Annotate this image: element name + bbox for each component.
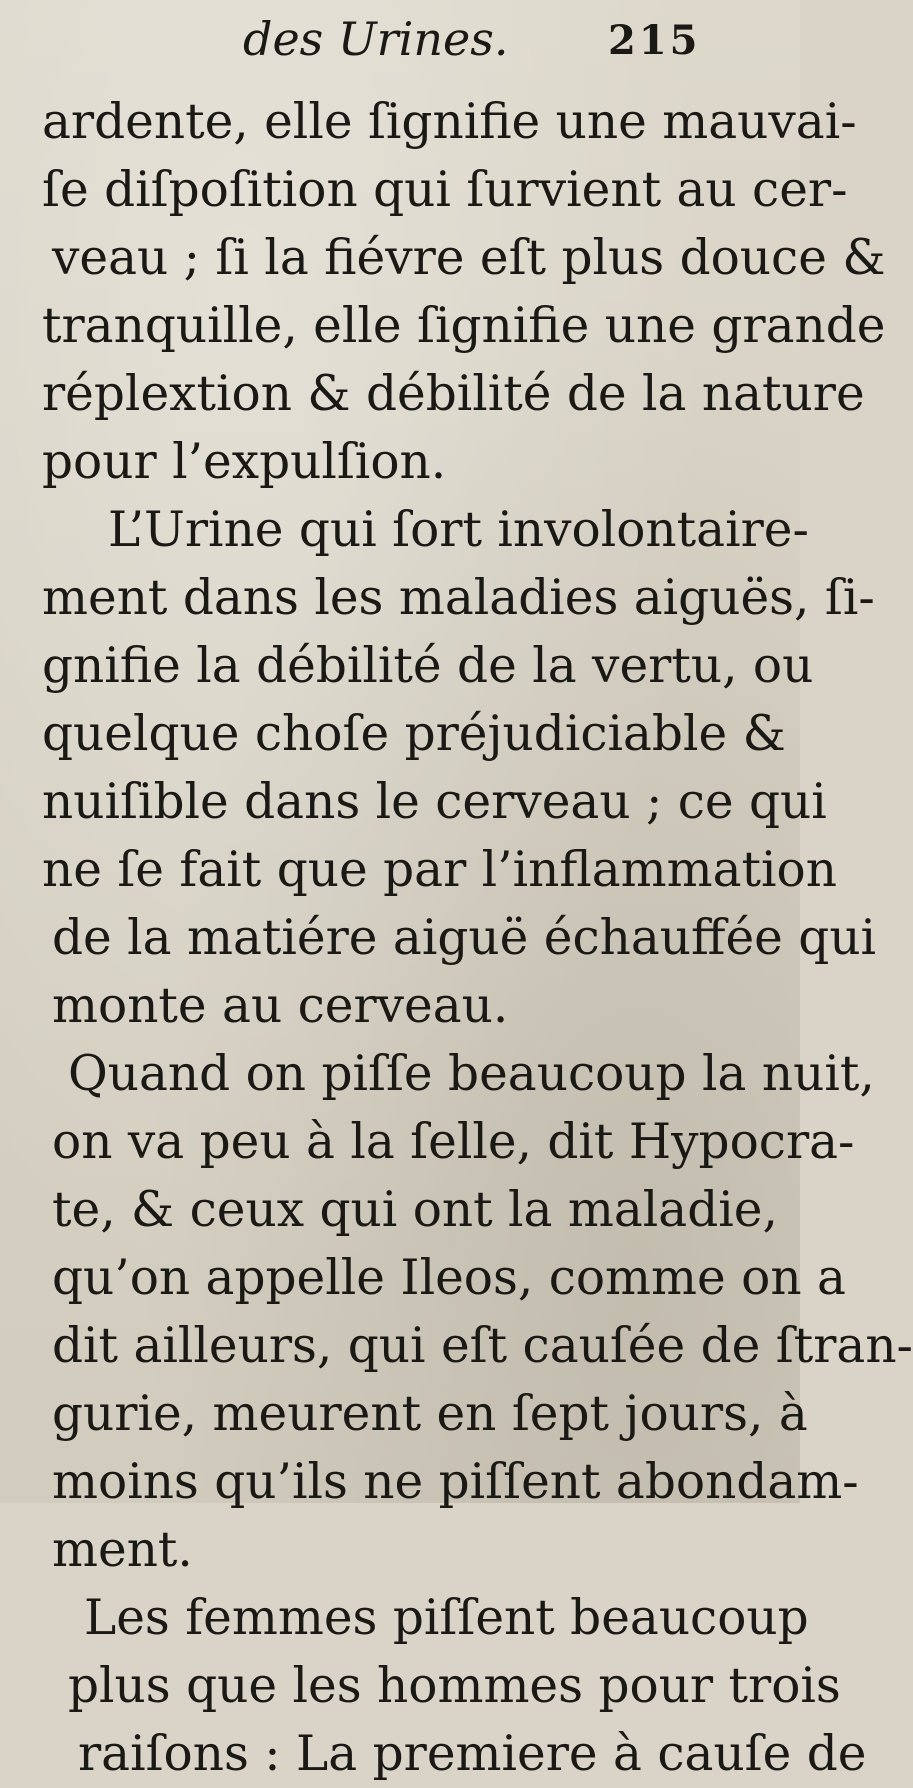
text-line: gnifie la débilité de la vertu, ou <box>42 638 814 694</box>
page-number: 215 <box>608 17 701 64</box>
paragraph-start-line: Les femmes piſſent beaucoup <box>84 1590 809 1646</box>
text-line: qu’on appelle Ileos, comme on a <box>52 1250 846 1306</box>
text-line: quelque choſe préjudiciable & <box>42 706 786 762</box>
text-line: ſe diſpoſition qui ſurvient au cer- <box>42 162 848 218</box>
text-line: nuiſible dans le cerveau ; ce qui <box>42 774 827 830</box>
text-line: moins qu’ils ne piſſent abondam- <box>52 1454 859 1510</box>
text-line: de la matiére aiguë échauffée qui <box>52 910 877 966</box>
text-line: plus que les hommes pour trois <box>68 1658 841 1714</box>
running-title: des Urines. <box>243 12 509 66</box>
paragraph-start-line: L’Urine qui ſort involontaire- <box>108 502 809 558</box>
text-line: réplextion & débilité de la nature <box>42 366 865 422</box>
text-line: te, & ceux qui ont la maladie, <box>52 1182 778 1238</box>
body-text <box>0 88 913 1788</box>
text-line: on va peu à la ſelle, dit Hypocra- <box>52 1114 855 1170</box>
paragraph-start-line: Quand on piſſe beaucoup la nuit, <box>68 1046 875 1102</box>
text-line: pour l’expulſion. <box>42 434 447 490</box>
text-line: tranquille, elle ſignifie une grande <box>42 298 886 354</box>
page-header <box>0 8 800 70</box>
text-line: ardente, elle ſignifie une mauvai- <box>42 94 857 150</box>
text-line: ment dans les maladies aiguës, ſi- <box>42 570 875 626</box>
text-line: raiſons : La premiere à cauſe de <box>78 1726 867 1782</box>
text-line: veau ; ſi la fiévre eſt plus douce & <box>52 230 886 286</box>
text-line: dit ailleurs, qui eſt cauſée de ſtran- <box>52 1318 913 1374</box>
text-line: gurie, meurent en ſept jours, à <box>52 1386 808 1442</box>
text-line: ment. <box>52 1522 193 1578</box>
text-line: monte au cerveau. <box>52 978 509 1034</box>
text-line: ne ſe fait que par l’inflammation <box>42 842 837 898</box>
